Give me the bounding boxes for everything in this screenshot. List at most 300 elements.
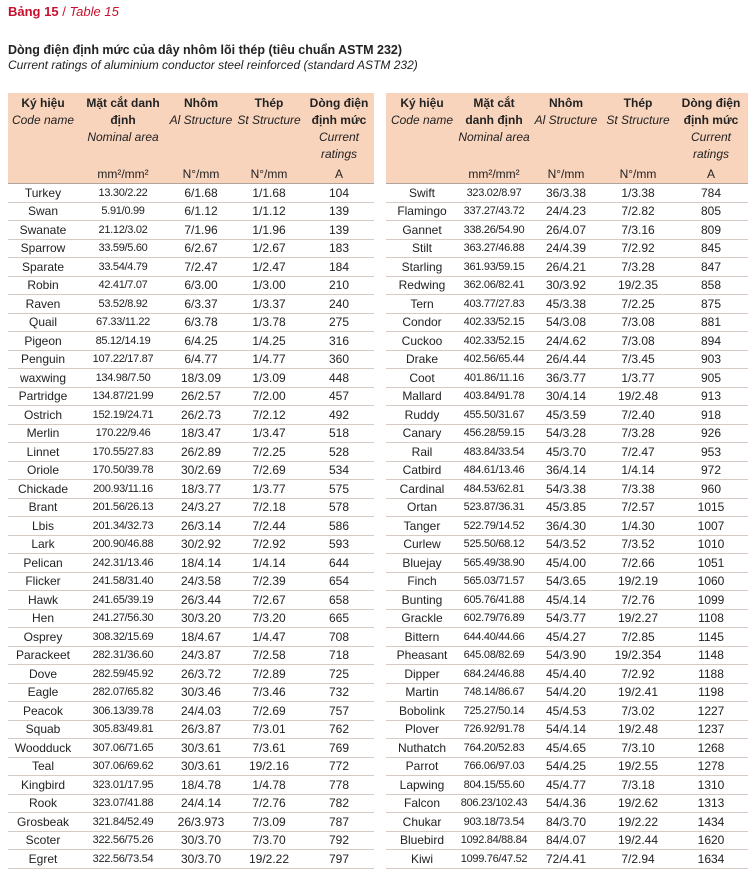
current-rating-unit: A [304, 165, 374, 184]
al-structure-unit: N°/mm [168, 165, 234, 184]
table-row [8, 591, 374, 610]
current-rating-cell: 809 [674, 221, 748, 240]
al-structure-cell: 6/2.67 [168, 239, 234, 258]
st-structure-cell: 19/2.22 [602, 813, 674, 832]
nominal-area-cell: 134.98/7.50 [78, 369, 168, 388]
table-row [386, 295, 748, 314]
code-name-header [386, 93, 458, 165]
nominal-area-cell: 152.19/24.71 [78, 406, 168, 425]
code-name-cell: Bluebird [386, 831, 458, 850]
current-rating-cell: 858 [674, 276, 748, 295]
st-structure-header-en: St Structure [237, 113, 301, 127]
code-name-cell: waxwing [8, 369, 78, 388]
nominal-area-cell: 402.33/52.15 [458, 332, 530, 351]
code-name-cell: Woodduck [8, 739, 78, 758]
code-name-cell: Swan [8, 202, 78, 221]
al-structure-cell: 54/3.90 [530, 646, 602, 665]
code-name-cell: Curlew [386, 535, 458, 554]
table-row [8, 776, 374, 795]
al-structure-cell: 18/3.77 [168, 480, 234, 499]
code-name-cell: Eagle [8, 683, 78, 702]
current-rating-cell: 1007 [674, 517, 748, 536]
table-row [386, 591, 748, 610]
st-structure-unit: N°/mm [234, 165, 304, 184]
current-rating-cell: 1310 [674, 776, 748, 795]
table-row [386, 424, 748, 443]
current-rating-cell: 534 [304, 461, 374, 480]
table-row [8, 794, 374, 813]
current-rating-header-vn: Dòng điện định mức [681, 96, 741, 127]
table-row [8, 202, 374, 221]
st-structure-cell: 19/2.55 [602, 757, 674, 776]
current-rating-cell: 210 [304, 276, 374, 295]
code-name-cell: Tern [386, 295, 458, 314]
st-structure-cell: 7/3.10 [602, 739, 674, 758]
st-structure-cell: 7/2.40 [602, 406, 674, 425]
st-structure-cell: 1/4.14 [234, 554, 304, 573]
st-structure-cell: 1/3.09 [234, 369, 304, 388]
units-row [386, 165, 748, 184]
table-row [8, 813, 374, 832]
nominal-area-unit: mm²/mm² [78, 165, 168, 184]
code-name-cell: Catbird [386, 461, 458, 480]
nominal-area-cell: 107.22/17.87 [78, 350, 168, 369]
st-structure-cell: 19/2.22 [234, 850, 304, 869]
table-row [8, 480, 374, 499]
table-row [386, 794, 748, 813]
nominal-area-cell: 5.91/0.99 [78, 202, 168, 221]
al-structure-cell: 26/3.14 [168, 517, 234, 536]
table-row [386, 646, 748, 665]
code-name-cell: Peacok [8, 702, 78, 721]
table-row [386, 517, 748, 536]
al-structure-cell: 30/3.20 [168, 609, 234, 628]
nominal-area-cell: 483.84/33.54 [458, 443, 530, 462]
nominal-area-cell: 170.55/27.83 [78, 443, 168, 462]
code-name-cell: Martin [386, 683, 458, 702]
st-structure-header [234, 93, 304, 165]
nominal-area-cell: 338.26/54.90 [458, 221, 530, 240]
nominal-area-cell: 401.86/11.16 [458, 369, 530, 388]
nominal-area-cell: 726.92/91.78 [458, 720, 530, 739]
code-name-cell: Flamingo [386, 202, 458, 221]
st-structure-cell: 7/3.46 [234, 683, 304, 702]
current-rating-cell: 953 [674, 443, 748, 462]
st-structure-cell: 7/2.69 [234, 702, 304, 721]
code-name-cell: Ostrich [8, 406, 78, 425]
al-structure-cell: 30/3.70 [168, 831, 234, 850]
nominal-area-cell: 605.76/41.88 [458, 591, 530, 610]
nominal-area-header-en: Nominal area [87, 130, 159, 144]
nominal-area-cell: 403.84/91.78 [458, 387, 530, 406]
st-structure-header [602, 93, 674, 165]
code-name-cell: Mallard [386, 387, 458, 406]
table-row [8, 424, 374, 443]
table-row [386, 480, 748, 499]
table-row [386, 332, 748, 351]
left-table [8, 93, 374, 869]
current-rating-cell: 772 [304, 757, 374, 776]
st-structure-cell: 7/2.58 [234, 646, 304, 665]
al-structure-header-vn: Nhôm [549, 96, 583, 110]
table-row [8, 850, 374, 869]
current-rating-cell: 718 [304, 646, 374, 665]
st-structure-cell: 1/1.12 [234, 202, 304, 221]
code-name-cell: Bunting [386, 591, 458, 610]
code-name-cell: Sparrow [8, 239, 78, 258]
nominal-area-cell: 307.06/69.62 [78, 757, 168, 776]
nominal-area-cell: 1099.76/47.52 [458, 850, 530, 869]
nominal-area-cell: 33.59/5.60 [78, 239, 168, 258]
current-rating-cell: 275 [304, 313, 374, 332]
st-structure-cell: 19/2.62 [602, 794, 674, 813]
current-rating-cell: 913 [674, 387, 748, 406]
al-structure-unit: N°/mm [530, 165, 602, 184]
table-row [8, 239, 374, 258]
nominal-area-cell: 322.56/75.26 [78, 831, 168, 850]
st-structure-cell: 7/3.16 [602, 221, 674, 240]
table-row [8, 350, 374, 369]
st-structure-cell: 7/2.57 [602, 498, 674, 517]
table-row [386, 443, 748, 462]
table-row [386, 369, 748, 388]
st-structure-cell: 7/2.66 [602, 554, 674, 573]
st-structure-cell: 19/2.44 [602, 831, 674, 850]
st-structure-cell: 7/2.00 [234, 387, 304, 406]
code-name-cell: Pigeon [8, 332, 78, 351]
current-rating-cell: 184 [304, 258, 374, 277]
units-row [8, 165, 374, 184]
code-name-cell: Kiwi [386, 850, 458, 869]
code-name-cell: Flicker [8, 572, 78, 591]
nominal-area-cell: 602.79/76.89 [458, 609, 530, 628]
nominal-area-cell: 766.06/97.03 [458, 757, 530, 776]
current-rating-cell: 903 [674, 350, 748, 369]
al-structure-cell: 72/4.41 [530, 850, 602, 869]
st-structure-cell: 19/2.354 [602, 646, 674, 665]
current-rating-cell: 139 [304, 221, 374, 240]
nominal-area-cell: 200.90/46.88 [78, 535, 168, 554]
code-name-cell: Kingbird [8, 776, 78, 795]
st-structure-cell: 7/3.08 [602, 332, 674, 351]
al-structure-cell: 26/4.07 [530, 221, 602, 240]
nominal-area-header-en: Nominal area [458, 130, 530, 144]
current-rating-cell: 593 [304, 535, 374, 554]
st-structure-cell: 1/3.38 [602, 184, 674, 203]
code-name-cell: Rook [8, 794, 78, 813]
nominal-area-cell: 200.93/11.16 [78, 480, 168, 499]
current-rating-header [304, 93, 374, 165]
code-name-cell: Scoter [8, 831, 78, 850]
st-structure-cell: 1/3.37 [234, 295, 304, 314]
nominal-area-cell: 523.87/36.31 [458, 498, 530, 517]
code-name-cell: Plover [386, 720, 458, 739]
current-rating-cell: 1237 [674, 720, 748, 739]
st-structure-cell: 7/3.70 [234, 831, 304, 850]
code-name-unit [8, 165, 78, 184]
al-structure-cell: 24/4.62 [530, 332, 602, 351]
nominal-area-cell: 748.14/86.67 [458, 683, 530, 702]
al-structure-cell: 45/4.77 [530, 776, 602, 795]
al-structure-cell: 30/3.61 [168, 739, 234, 758]
code-name-cell: Tanger [386, 517, 458, 536]
st-structure-cell: 7/2.39 [234, 572, 304, 591]
al-structure-cell: 45/3.70 [530, 443, 602, 462]
code-name-cell: Raven [8, 295, 78, 314]
current-rating-cell: 778 [304, 776, 374, 795]
table-row [386, 609, 748, 628]
nominal-area-cell: 241.58/31.40 [78, 572, 168, 591]
nominal-area-cell: 308.32/15.69 [78, 628, 168, 647]
al-structure-cell: 84/3.70 [530, 813, 602, 832]
st-structure-cell: 1/4.78 [234, 776, 304, 795]
code-name-cell: Canary [386, 424, 458, 443]
current-rating-cell: 1145 [674, 628, 748, 647]
st-structure-cell: 7/3.45 [602, 350, 674, 369]
code-name-cell: Ruddy [386, 406, 458, 425]
table-row [386, 387, 748, 406]
nominal-area-header-vn: Mặt cắt danh định [86, 96, 160, 127]
al-structure-header [530, 93, 602, 165]
st-structure-cell: 7/3.52 [602, 535, 674, 554]
table-row [8, 369, 374, 388]
current-rating-header-vn: Dòng điện định mức [309, 96, 369, 127]
al-structure-cell: 45/3.59 [530, 406, 602, 425]
st-structure-cell: 19/2.35 [602, 276, 674, 295]
al-structure-cell: 18/3.47 [168, 424, 234, 443]
nominal-area-cell: 402.33/52.15 [458, 313, 530, 332]
current-rating-cell: 1099 [674, 591, 748, 610]
current-rating-cell: 240 [304, 295, 374, 314]
nominal-area-cell: 323.07/41.88 [78, 794, 168, 813]
st-structure-cell: 1/4.47 [234, 628, 304, 647]
table-row [386, 350, 748, 369]
st-structure-cell: 1/4.25 [234, 332, 304, 351]
st-structure-cell: 7/3.61 [234, 739, 304, 758]
current-rating-cell: 1015 [674, 498, 748, 517]
st-structure-cell: 7/2.94 [602, 850, 674, 869]
nominal-area-cell: 53.52/8.92 [78, 295, 168, 314]
table-label-en: Table 15 [69, 4, 119, 19]
st-structure-cell: 19/2.48 [602, 720, 674, 739]
al-structure-cell: 54/4.20 [530, 683, 602, 702]
table-row [386, 665, 748, 684]
current-rating-cell: 658 [304, 591, 374, 610]
al-structure-header [168, 93, 234, 165]
st-structure-cell: 1/4.77 [234, 350, 304, 369]
code-name-unit [386, 165, 458, 184]
st-structure-cell: 7/2.12 [234, 406, 304, 425]
st-structure-cell: 7/2.47 [602, 443, 674, 462]
header-row [386, 93, 748, 165]
al-structure-cell: 36/3.77 [530, 369, 602, 388]
code-name-cell: Drake [386, 350, 458, 369]
table-row [8, 572, 374, 591]
table-row [8, 461, 374, 480]
right-table-header [386, 93, 748, 184]
code-name-cell: Ortan [386, 498, 458, 517]
current-rating-cell: 881 [674, 313, 748, 332]
current-rating-cell: 575 [304, 480, 374, 499]
code-name-cell: Dipper [386, 665, 458, 684]
al-structure-cell: 6/3.37 [168, 295, 234, 314]
al-structure-cell: 30/2.69 [168, 461, 234, 480]
current-rating-cell: 792 [304, 831, 374, 850]
code-name-cell: Pelican [8, 554, 78, 573]
table-row [8, 276, 374, 295]
right-table [386, 93, 748, 869]
st-structure-cell: 19/2.27 [602, 609, 674, 628]
nominal-area-cell: 565.03/71.57 [458, 572, 530, 591]
current-rating-cell: 845 [674, 239, 748, 258]
code-name-cell: Swift [386, 184, 458, 203]
code-name-cell: Brant [8, 498, 78, 517]
nominal-area-cell: 456.28/59.15 [458, 424, 530, 443]
table-row [386, 757, 748, 776]
table-row [8, 295, 374, 314]
st-structure-cell: 7/2.18 [234, 498, 304, 517]
current-rating-cell: 448 [304, 369, 374, 388]
al-structure-cell: 30/3.46 [168, 683, 234, 702]
nominal-area-cell: 484.61/13.46 [458, 461, 530, 480]
current-rating-cell: 104 [304, 184, 374, 203]
table-row [386, 720, 748, 739]
code-name-cell: Bobolink [386, 702, 458, 721]
al-structure-cell: 54/4.14 [530, 720, 602, 739]
current-rating-cell: 518 [304, 424, 374, 443]
code-name-cell: Teal [8, 757, 78, 776]
table-row [386, 683, 748, 702]
code-name-cell: Cardinal [386, 480, 458, 499]
nominal-area-cell: 804.15/55.60 [458, 776, 530, 795]
st-structure-cell: 7/3.28 [602, 258, 674, 277]
nominal-area-cell: 644.40/44.66 [458, 628, 530, 647]
table-row [8, 387, 374, 406]
current-rating-cell: 654 [304, 572, 374, 591]
st-structure-cell: 7/3.01 [234, 720, 304, 739]
code-name-cell: Redwing [386, 276, 458, 295]
nominal-area-cell: 282.07/65.82 [78, 683, 168, 702]
code-name-cell: Lapwing [386, 776, 458, 795]
label-separator: / [62, 4, 70, 19]
al-structure-cell: 45/4.27 [530, 628, 602, 647]
code-name-cell: Quail [8, 313, 78, 332]
st-structure-cell: 7/2.89 [234, 665, 304, 684]
table-row [8, 665, 374, 684]
st-structure-cell: 1/3.47 [234, 424, 304, 443]
nominal-area-cell: 361.93/59.15 [458, 258, 530, 277]
st-structure-cell: 7/2.82 [602, 202, 674, 221]
current-rating-cell: 528 [304, 443, 374, 462]
code-name-cell: Osprey [8, 628, 78, 647]
code-name-cell: Grackle [386, 609, 458, 628]
table-row [386, 276, 748, 295]
nominal-area-cell: 282.59/45.92 [78, 665, 168, 684]
nominal-area-cell: 403.77/27.83 [458, 295, 530, 314]
current-rating-cell: 1634 [674, 850, 748, 869]
al-structure-cell: 26/3.973 [168, 813, 234, 832]
al-structure-cell: 45/4.53 [530, 702, 602, 721]
current-rating-cell: 894 [674, 332, 748, 351]
current-rating-cell: 1051 [674, 554, 748, 573]
table-row [8, 258, 374, 277]
nominal-area-cell: 306.13/39.78 [78, 702, 168, 721]
nominal-area-cell: 13.30/2.22 [78, 184, 168, 203]
header-row [8, 93, 374, 165]
current-rating-unit: A [674, 165, 748, 184]
al-structure-cell: 24/4.03 [168, 702, 234, 721]
nominal-area-cell: 903.18/73.54 [458, 813, 530, 832]
al-structure-cell: 24/3.27 [168, 498, 234, 517]
code-name-cell: Cuckoo [386, 332, 458, 351]
al-structure-cell: 6/1.68 [168, 184, 234, 203]
st-structure-cell: 1/3.77 [602, 369, 674, 388]
current-rating-cell: 1188 [674, 665, 748, 684]
st-structure-cell: 7/2.92 [234, 535, 304, 554]
nominal-area-cell: 282.31/36.60 [78, 646, 168, 665]
al-structure-cell: 30/2.92 [168, 535, 234, 554]
current-rating-cell: 492 [304, 406, 374, 425]
current-rating-cell: 1278 [674, 757, 748, 776]
table-row [8, 498, 374, 517]
current-rating-cell: 1227 [674, 702, 748, 721]
code-name-cell: Bittern [386, 628, 458, 647]
al-structure-cell: 26/4.44 [530, 350, 602, 369]
code-name-cell: Chukar [386, 813, 458, 832]
nominal-area-cell: 525.50/68.12 [458, 535, 530, 554]
nominal-area-cell: 170.50/39.78 [78, 461, 168, 480]
nominal-area-cell: 21.12/3.02 [78, 221, 168, 240]
st-structure-header-vn: Thép [623, 96, 653, 110]
st-structure-cell: 19/2.41 [602, 683, 674, 702]
al-structure-cell: 54/3.28 [530, 424, 602, 443]
nominal-area-cell: 134.87/21.99 [78, 387, 168, 406]
nominal-area-cell: 806.23/102.43 [458, 794, 530, 813]
al-structure-cell: 6/3.78 [168, 313, 234, 332]
code-name-cell: Swanate [8, 221, 78, 240]
nominal-area-cell: 484.53/62.81 [458, 480, 530, 499]
code-name-header-vn: Ký hiệu [21, 96, 65, 110]
st-structure-cell: 1/3.77 [234, 480, 304, 499]
current-rating-cell: 139 [304, 202, 374, 221]
table-row [386, 461, 748, 480]
nominal-area-cell: 363.27/46.88 [458, 239, 530, 258]
st-structure-cell: 7/3.38 [602, 480, 674, 499]
current-rating-header-en: Current ratings [318, 130, 359, 161]
current-rating-cell: 644 [304, 554, 374, 573]
al-structure-cell: 26/3.72 [168, 665, 234, 684]
title-vietnamese: Dòng điện định mức của dây nhôm lõi thép (tiêu chuẩn ASTM 232) [8, 43, 403, 57]
al-structure-cell: 24/4.39 [530, 239, 602, 258]
st-structure-cell: 7/3.09 [234, 813, 304, 832]
table-row [8, 720, 374, 739]
code-name-cell: Egret [8, 850, 78, 869]
table-row [8, 831, 374, 850]
current-rating-cell: 762 [304, 720, 374, 739]
current-rating-cell: 847 [674, 258, 748, 277]
current-rating-cell: 360 [304, 350, 374, 369]
table-row [8, 757, 374, 776]
al-structure-cell: 54/3.65 [530, 572, 602, 591]
current-rating-cell: 457 [304, 387, 374, 406]
table-row [386, 554, 748, 573]
nominal-area-cell: 645.08/82.69 [458, 646, 530, 665]
st-structure-cell: 7/2.76 [234, 794, 304, 813]
current-rating-cell: 586 [304, 517, 374, 536]
al-structure-cell: 45/3.38 [530, 295, 602, 314]
code-name-cell: Lbis [8, 517, 78, 536]
st-structure-cell: 1/3.78 [234, 313, 304, 332]
